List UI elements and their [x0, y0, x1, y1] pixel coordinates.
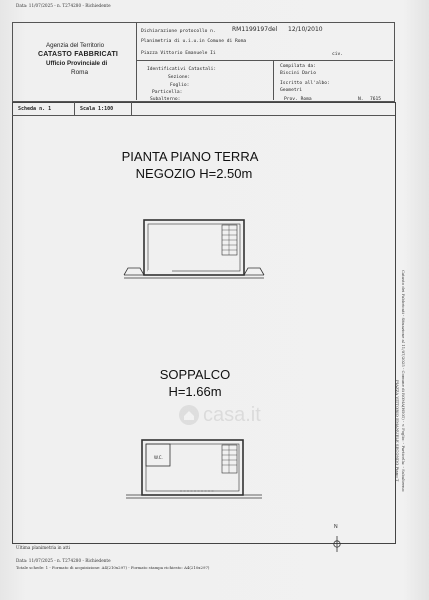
- n-label: N.: [358, 97, 364, 102]
- catasto-title: CATASTO FABBRICATI: [38, 51, 119, 58]
- foglio-label: Foglio:: [170, 83, 190, 88]
- identificativi-label: Identificativi Catastali:: [147, 67, 217, 72]
- prov-label: Prov. Roma: [284, 97, 312, 102]
- dichiarazione-date: 12/10/2010: [288, 26, 323, 33]
- particella-label: Particella:: [152, 90, 183, 95]
- shop-height-title: NEGOZIO H=2.50m: [135, 166, 253, 181]
- subalterno-label: Subalterno:: [150, 97, 181, 102]
- agency-name: Agenzia del Territorio: [46, 42, 105, 49]
- top-request-note: Data: 11/07/2025 - n. T274280 - Richiedente: [16, 3, 111, 8]
- civ-label: civ.: [332, 52, 344, 57]
- ufficio-city: Roma: [71, 69, 89, 76]
- wc-label: W.C.: [154, 455, 163, 460]
- iscritto-label: Iscritto all'albo:: [280, 81, 330, 86]
- ufficio-provinciale: Ufficio Provinciale di: [46, 60, 108, 67]
- address: Piazza Vittorio Emanuele Ii: [141, 51, 216, 56]
- mezzanine-title: SOPPALCO: [159, 367, 231, 382]
- iscritto-value: Geometri: [280, 88, 303, 93]
- footer-last-plan: Ultima planimetria in atti: [16, 545, 71, 550]
- side-address-text: PIAZZA VITTORIO EMANUELE SECONDO Piano T: [395, 380, 400, 482]
- footer-request: Data: 11/07/2025 - n. T274280 - Richiedente: [16, 558, 111, 563]
- north-label: N: [334, 524, 338, 530]
- side-cadastral-text: Catasto dei Fabbricati - Situazione al 11/07/2025 - Comune di ROMA(H501) - < Foglio: - Particella: - Subalterno:: [401, 270, 406, 493]
- watermark-text: casa.it: [203, 404, 261, 426]
- scheda-number: Scheda n. 1: [18, 106, 52, 112]
- scale-label: Scala 1:100: [80, 106, 114, 112]
- footer-format: Totale schede: 1 - Formato di acquisizione: A4(210x297) - Formato stampa richiesto: A4(210x297): [16, 565, 210, 570]
- compilata-name: Biscini Dario: [280, 71, 316, 76]
- dichiarazione-protocol: RM1199197del: [232, 26, 278, 33]
- dichiarazione-label: Dichiarazione protocollo n.: [141, 29, 216, 34]
- planimetria-comune: Planimetria di u.i.u.in Comune di Roma: [141, 39, 247, 44]
- sezione-label: Sezione:: [168, 75, 191, 80]
- n-value: 7615: [370, 97, 382, 102]
- mezzanine-height-title: H=1.66m: [168, 384, 222, 399]
- compilata-label: Compilata da:: [280, 64, 316, 69]
- ground-floor-title: PIANTA PIANO TERRA: [121, 149, 259, 164]
